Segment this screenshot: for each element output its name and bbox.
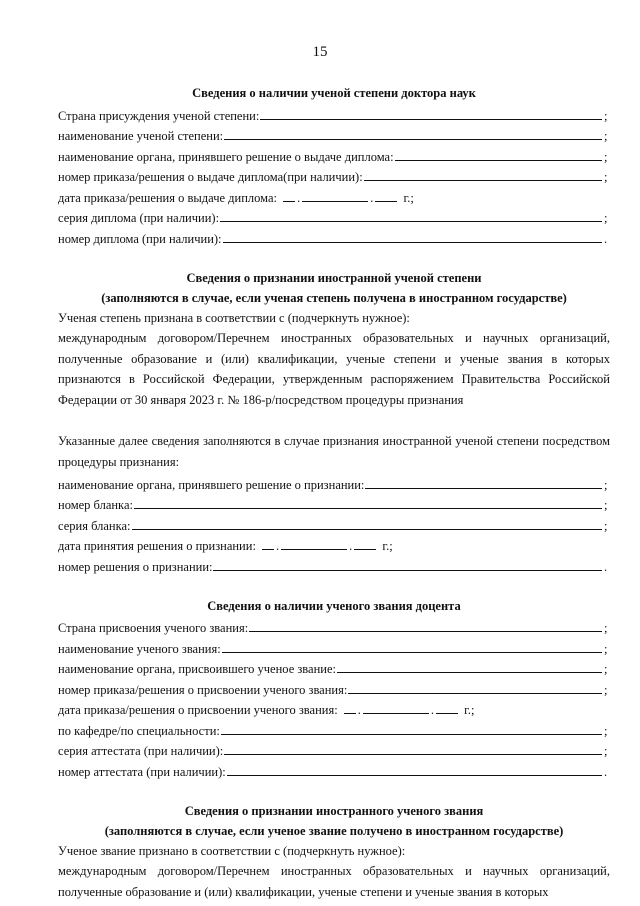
field-blank-underline[interactable] (365, 488, 602, 489)
field-label: номер аттестата (при наличии): (58, 764, 226, 779)
sec3-fields (58, 616, 610, 698)
section-title-foreign-title: Сведения о признании иностранного ученого звания (184, 803, 484, 818)
section-title-docent-title: Сведения о наличии ученого звания доцента (207, 598, 461, 613)
form-field-line[interactable] (58, 677, 610, 698)
form-field-line[interactable] (58, 554, 610, 575)
field-blank-underline[interactable] (134, 508, 602, 509)
form-field-line[interactable] (58, 657, 610, 678)
sec2-body: международным договором/Перечнем иностранных образовательных и научных организаций, полученные образование и (или) квалификации, ученые степени и ученые звания в которых признаются в Российской Федерации, утвержденным распоряжением Правительства Российской Федерации от 30 января 2023 г. № 186-р/посредством процедуры признания (58, 331, 610, 407)
field-label: Страна присвоения ученого звания: (58, 621, 249, 635)
field-end-punctuation: ; (604, 682, 608, 697)
date-label: дата приказа/решения о выдаче диплома: (58, 190, 277, 205)
field-label: номер приказа/решения о присвоении ученого звания: (58, 682, 348, 697)
date-day-blank[interactable] (344, 713, 356, 714)
form-field-line[interactable] (58, 718, 610, 739)
sec1-fields (58, 103, 610, 185)
field-end-punctuation: ; (604, 108, 608, 123)
field-end-punctuation: ; (604, 149, 608, 164)
section-subtitle-foreign-degree: (заполняются в случае, если ученая степень получена в иностранном государстве) (101, 290, 567, 305)
sec4-intro: Ученое звание признано в соответствии с (подчеркнуть нужное): (58, 843, 406, 858)
field-label: серия бланка: (58, 518, 131, 533)
date-month-blank[interactable] (281, 549, 347, 550)
field-blank-underline[interactable] (213, 570, 602, 571)
date-day-blank[interactable] (262, 549, 274, 550)
field-blank-underline[interactable] (222, 652, 602, 653)
field-blank-underline[interactable] (221, 734, 602, 735)
sec3-fields2 (58, 718, 610, 780)
field-label: наименование органа, присвоившего ученое звание: (58, 662, 336, 676)
sec2-note: Указанные далее сведения заполняются в случае признания иностранной ученой степени посредством процедуры признания: (58, 434, 610, 469)
document-content (58, 83, 610, 902)
form-field-line[interactable] (58, 472, 610, 493)
field-end-punctuation: ; (604, 170, 608, 184)
date-year-blank[interactable] (354, 549, 376, 550)
sec3-date-field[interactable]: дата приказа/решения о присвоении ученого звания: . . г.; (58, 703, 475, 717)
field-label: номер приказа/решения о выдаче диплома(при наличии): (58, 170, 363, 184)
section-subtitle-foreign-title: (заполняются в случае, если ученое звание получено в иностранном государстве) (104, 823, 564, 838)
field-blank-underline[interactable] (249, 631, 602, 632)
form-field-line[interactable] (58, 513, 610, 534)
page-number: 15 (312, 44, 328, 60)
form-field-line[interactable] (58, 124, 610, 145)
field-end-punctuation: ; (604, 621, 608, 635)
field-blank-underline[interactable] (132, 529, 603, 530)
field-label: номер решения о признании: (58, 559, 213, 574)
field-blank-underline[interactable] (337, 672, 602, 673)
sec1-date-field[interactable]: дата приказа/решения о выдаче диплома: . . г.; (58, 190, 414, 205)
field-end-punctuation: ; (604, 744, 608, 758)
date-month-blank[interactable] (302, 201, 368, 202)
field-blank-underline[interactable] (224, 754, 602, 755)
date-month-blank[interactable] (363, 713, 429, 714)
form-field-line[interactable] (58, 636, 610, 657)
field-label: наименование органа, принявшего решение о признании: (58, 477, 365, 492)
sec1-fields2 (58, 206, 610, 247)
sec2-intro: Ученая степень признана в соответствии с (подчеркнуть нужное): (58, 310, 410, 325)
form-field-line[interactable] (58, 616, 610, 637)
field-label: номер диплома (при наличии): (58, 231, 222, 246)
sec4-body: международным договором/Перечнем иностранных образовательных и научных организаций, полученные образование и (или) квалификации, ученые степени и ученые звания в которых (58, 864, 610, 899)
date-year-suffix: г.; (464, 703, 475, 717)
field-end-punctuation: ; (604, 518, 608, 533)
field-blank-underline[interactable] (260, 119, 602, 120)
field-label: серия диплома (при наличии): (58, 211, 220, 225)
date-year-suffix: г.; (403, 190, 414, 205)
date-day-blank[interactable] (283, 201, 295, 202)
date-label: дата приказа/решения о присвоении ученого звания: (58, 703, 338, 717)
date-year-suffix: г.; (382, 539, 393, 553)
field-blank-underline[interactable] (224, 139, 602, 140)
field-label: серия аттестата (при наличии): (58, 744, 224, 758)
date-year-blank[interactable] (375, 201, 397, 202)
field-label: наименование ученой степени: (58, 129, 224, 143)
date-label: дата принятия решения о признании: (58, 539, 256, 553)
field-label: по кафедре/по специальности: (58, 723, 220, 738)
form-field-line[interactable] (58, 759, 610, 780)
field-blank-underline[interactable] (348, 693, 602, 694)
field-label: Страна присуждения ученой степени: (58, 108, 260, 123)
form-field-line[interactable] (58, 144, 610, 165)
sec2-fields2 (58, 554, 610, 575)
form-field-line[interactable] (58, 103, 610, 124)
field-label: номер бланка: (58, 498, 133, 512)
field-blank-underline[interactable] (227, 775, 602, 776)
field-blank-underline[interactable] (395, 160, 602, 161)
field-end-punctuation: ; (604, 477, 608, 492)
field-end-punctuation: . (604, 764, 608, 779)
field-end-punctuation: ; (604, 641, 608, 656)
field-blank-underline[interactable] (223, 242, 602, 243)
sec2-date-field[interactable]: дата принятия решения о признании: . . г.; (58, 539, 393, 553)
field-blank-underline[interactable] (220, 221, 602, 222)
field-end-punctuation: . (604, 231, 608, 246)
field-end-punctuation: ; (604, 129, 608, 143)
form-field-line[interactable] (58, 226, 610, 247)
field-blank-underline[interactable] (364, 180, 602, 181)
field-label: наименование органа, принявшего решение о выдаче диплома: (58, 149, 394, 164)
form-field-line[interactable] (58, 165, 610, 186)
field-end-punctuation: ; (604, 662, 608, 676)
field-end-punctuation: ; (604, 498, 608, 512)
form-field-line[interactable] (58, 493, 610, 514)
field-label: наименование ученого звания: (58, 641, 221, 656)
field-end-punctuation: . (604, 559, 608, 574)
form-field-line[interactable] (58, 739, 610, 760)
section-title-foreign-degree: Сведения о признании иностранной ученой степени (186, 270, 482, 285)
date-year-blank[interactable] (436, 713, 458, 714)
form-field-line[interactable] (58, 206, 610, 227)
field-end-punctuation: ; (604, 211, 608, 225)
sec2-fields (58, 472, 610, 534)
section-title-doctor-degree: Сведения о наличии ученой степени доктора наук (192, 86, 476, 100)
field-end-punctuation: ; (604, 723, 608, 738)
